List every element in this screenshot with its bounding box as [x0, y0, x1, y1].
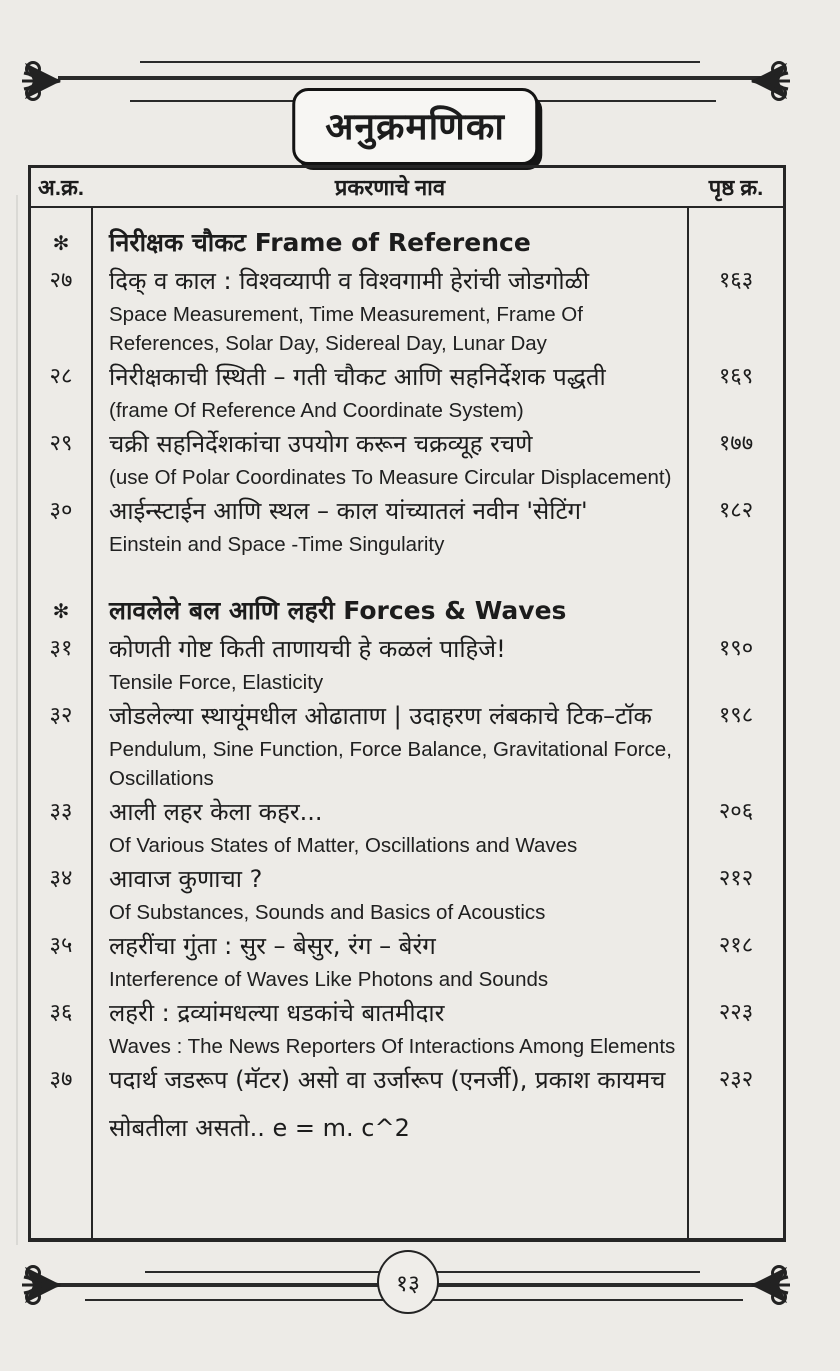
toc-entry-subtitle-row	[31, 463, 783, 492]
top-thick-rule	[58, 76, 764, 80]
toc-entry-row	[31, 262, 783, 300]
toc-entry-row	[31, 358, 783, 396]
toc-entry-subtitle-row	[31, 898, 783, 927]
toc-entry-subtitle-row	[31, 831, 783, 860]
entry-serial-number: २८	[49, 364, 73, 389]
entry-serial-number: २९	[49, 431, 73, 456]
toc-entry-row	[31, 1061, 783, 1099]
entry-serial-number: ३४	[49, 866, 73, 891]
toc-section-heading-row	[31, 224, 783, 262]
entry-title-marathi: चक्री सहनिर्देशकांचा उपयोग करून चक्रव्यूह रचणे	[109, 430, 533, 458]
entry-title-marathi: आली लहर केला कहर...	[109, 798, 323, 826]
footer-left-fleuron-icon	[20, 1260, 68, 1310]
entry-serial-number: ३१	[49, 636, 73, 661]
toc-entry-subtitle-row	[31, 965, 783, 994]
entry-title-marathi: लहरींचा गुंता : सुर – बेसुर, रंग – बेरंग	[109, 932, 436, 960]
column-divider-right	[687, 208, 689, 1238]
section-marker-icon: ✻	[52, 231, 70, 255]
toc-entry-subtitle-row	[31, 530, 783, 559]
entry-page-number: २१२	[718, 866, 754, 891]
toc-entry-row	[31, 994, 783, 1032]
entry-page-number: १८२	[718, 498, 754, 523]
entry-serial-number: ३५	[49, 933, 73, 958]
section-title: निरीक्षक चौकट Frame of Reference	[109, 228, 531, 257]
page-title-box	[292, 88, 538, 165]
entry-subtitle-english: Waves : The News Reporters Of Interactions Among Elements	[109, 1035, 676, 1058]
scan-artifact-line	[16, 195, 18, 1245]
entry-title-marathi: निरीक्षकाची स्थिती – गती चौकट आणि सहनिर्देशक पद्धती	[109, 363, 606, 391]
entry-serial-number: ३२	[49, 703, 73, 728]
entry-title-marathi: कोणती गोष्ट किती ताणायची हे कळलं पाहिजे!	[109, 635, 506, 663]
toc-entry-subtitle-row	[31, 1032, 783, 1061]
entry-page-number: २०६	[718, 799, 754, 824]
toc-entry-subtitle-row	[31, 668, 783, 697]
toc-entry-row	[31, 697, 783, 735]
entry-page-number: १९८	[718, 703, 754, 728]
entry-serial-number: ३६	[49, 1000, 73, 1025]
toc-section-heading-row	[31, 592, 783, 630]
toc-header-row	[31, 168, 783, 208]
toc-entry-row	[31, 793, 783, 831]
toc-entry-subtitle-row	[31, 396, 783, 425]
toc-entry-row	[31, 425, 783, 463]
entry-page-number: २३२	[718, 1067, 754, 1092]
page-title: अनुक्रमणिका	[325, 105, 505, 148]
entry-subtitle-english: Of Various States of Matter, Oscillations and Waves	[109, 834, 578, 857]
entry-title-marathi: जोडलेल्या स्थायूंमधील ओढाताण | उदाहरण लंबकाचे टिक–टॉक	[109, 702, 652, 730]
entry-subtitle-english: Pendulum, Sine Function, Force Balance, Gravitational Force, Oscillations	[109, 738, 672, 790]
toc-entry-continuation-row	[31, 1109, 783, 1147]
entry-serial-number: ३०	[49, 498, 73, 523]
section-gap	[31, 559, 783, 592]
toc-entry-row	[31, 927, 783, 965]
footer-page-number: १३	[377, 1250, 439, 1314]
entry-subtitle-english: Interference of Waves Like Photons and Sounds	[109, 968, 549, 991]
entry-subtitle-english: (use Of Polar Coordinates To Measure Circular Displacement)	[109, 466, 672, 489]
entry-page-number: २२३	[718, 1000, 754, 1025]
entry-serial-number: ३३	[49, 799, 73, 824]
entry-title-marathi: आवाज कुणाचा ?	[109, 865, 263, 893]
entry-title-marathi: लहरी : द्रव्यांमधल्या धडकांचे बातमीदार	[109, 999, 445, 1027]
toc-entry-subtitle-row	[31, 735, 783, 793]
entry-subtitle-english: Of Substances, Sounds and Basics of Acoustics	[109, 901, 546, 924]
column-divider-left	[91, 208, 93, 1238]
column-header-chapter: प्रकरणाचे नाव	[334, 175, 446, 200]
top-thin-rule	[140, 61, 700, 63]
toc-entry-row	[31, 860, 783, 898]
entry-subtitle-english: Space Measurement, Time Measurement, Frame Of References, Solar Day, Sidereal Day, Lunar Day	[109, 303, 583, 355]
section-marker-icon: ✻	[52, 599, 70, 623]
entry-title-marathi: आईन्स्टाईन आणि स्थल – काल यांच्यातलं नवीन 'सेटिंग'	[109, 497, 588, 525]
entry-page-number: २१८	[718, 933, 754, 958]
entry-title-continuation: सोबतीला असतो.. e = m. c^2	[109, 1114, 410, 1142]
entry-page-number: १६९	[718, 364, 754, 389]
toc-body	[31, 208, 783, 1238]
entry-page-number: १९०	[718, 636, 754, 661]
entry-subtitle-english: Einstein and Space -Time Singularity	[109, 533, 445, 556]
column-header-serial: अ.क्र.	[38, 175, 84, 200]
footer-right-fleuron-icon	[744, 1260, 792, 1310]
entry-title-marathi: दिक् व काल : विश्वव्यापी व विश्वगामी हेरांची जोडगोळी	[109, 267, 590, 295]
entry-serial-number: २७	[49, 268, 73, 293]
entry-title-marathi: पदार्थ जडरूप (मॅटर) असो वा उर्जारूप (एनर्जी), प्रकाश कायमच	[109, 1066, 666, 1094]
entry-serial-number: ३७	[49, 1067, 73, 1092]
entry-subtitle-english: Tensile Force, Elasticity	[109, 671, 324, 694]
section-title: लावलेले बल आणि लहरी Forces & Waves	[109, 596, 567, 625]
entry-subtitle-english: (frame Of Reference And Coordinate System)	[109, 399, 524, 422]
column-header-page: पृष्ठ क्र.	[708, 175, 764, 200]
top-right-fleuron-icon	[744, 56, 792, 106]
entry-page-number: १६३	[718, 268, 754, 293]
toc-entry-row	[31, 492, 783, 530]
toc-entry-row	[31, 630, 783, 668]
toc-entry-subtitle-row	[31, 300, 783, 358]
entry-page-number: १७७	[718, 431, 754, 456]
top-left-fleuron-icon	[20, 56, 68, 106]
toc-table	[28, 165, 786, 1242]
